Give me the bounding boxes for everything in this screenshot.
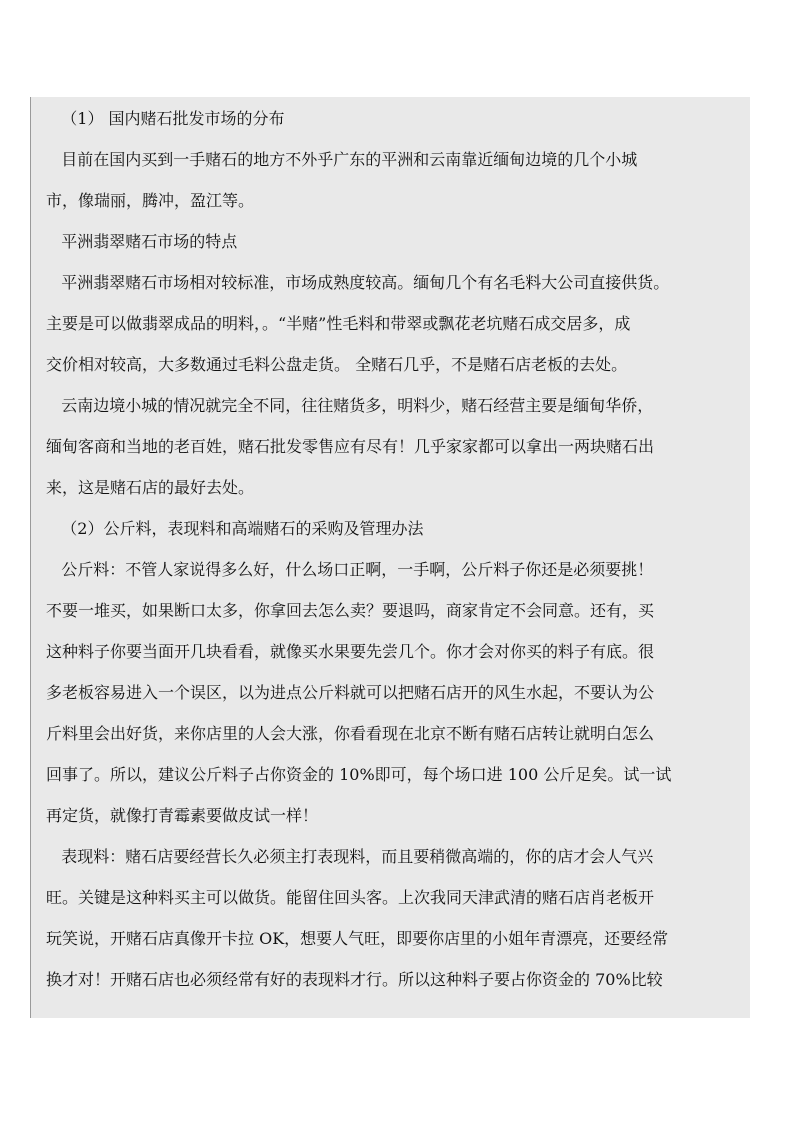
text-line: 市，像瑞丽，腾冲，盈江等。 xyxy=(46,191,255,210)
text-line: 再定货，就像打青霉素要做皮试一样！ xyxy=(46,806,319,825)
text-line: 缅甸客商和当地的老百姓，赌石批发零售应有尽有！几乎家家都可以拿出一两块赌石出 xyxy=(46,437,655,456)
text-line: 表现料：赌石店要经营长久必须主打表现料，而且要稍微高端的，你的店才会人气兴 xyxy=(46,847,654,866)
section-heading-1: （1） 国内赌石批发市场的分布 xyxy=(46,109,285,128)
text-line: 公斤料：不管人家说得多么好，什么场口正啊，一手啊，公斤料子你还是必须要挑！ xyxy=(46,560,654,579)
text-line: 来，这是赌石店的最好去处。 xyxy=(46,478,255,497)
text-line: 平洲翡翠赌石市场相对较标准，市场成熟度较高。缅甸几个有名毛料大公司直接供货。 xyxy=(46,273,670,292)
text-line: 换才对！开赌石店也必须经常有好的表现料才行。所以这种料子要占你资金的 70%比较 xyxy=(46,970,663,989)
text-line: 斤料里会出好货，来你店里的人会大涨，你看看现在北京不断有赌石店转让就明白怎么 xyxy=(46,724,655,743)
text-line: 主要是可以做翡翠成品的明料，。“半赌”性毛料和带翠或飘花老坑赌石成交居多，成 xyxy=(46,314,631,333)
section-heading-2: （2）公斤料，表现料和高端赌石的采购及管理办法 xyxy=(46,519,424,538)
text-line: 交价相对较高，大多数通过毛料公盘走货。 全赌石几乎，不是赌石店老板的去处。 xyxy=(46,355,628,374)
text-line: 云南边境小城的情况就完全不同，往往赌货多，明料少，赌石经营主要是缅甸华侨， xyxy=(46,396,654,415)
subheading: 平洲翡翠赌石市场的特点 xyxy=(46,232,238,251)
text-line: 这种料子你要当面开几块看看，就像买水果要先尝几个。你才会对你买的料子有底。很 xyxy=(46,642,655,661)
text-line: 回事了。所以，建议公斤料子占你资金的 10%即可，每个场口进 100 公斤足矣。试一试 xyxy=(46,765,672,784)
text-line: 目前在国内买到一手赌石的地方不外乎广东的平洲和云南靠近缅甸边境的几个小城 xyxy=(46,150,638,169)
text-line: 旺。关键是这种料买主可以做货。能留住回头客。上次我同天津武清的赌石店肖老板开 xyxy=(46,888,655,907)
text-line: 玩笑说，开赌石店真像开卡拉 OK，想要人气旺，即要你店里的小姐年青漂亮，还要经常 xyxy=(46,929,669,948)
text-line: 不要一堆买，如果断口太多，你拿回去怎么卖？要退吗，商家肯定不会同意。还有，买 xyxy=(46,601,655,620)
text-line: 多老板容易进入一个误区，以为进点公斤料就可以把赌石店开的风生水起，不要认为公 xyxy=(46,683,655,702)
